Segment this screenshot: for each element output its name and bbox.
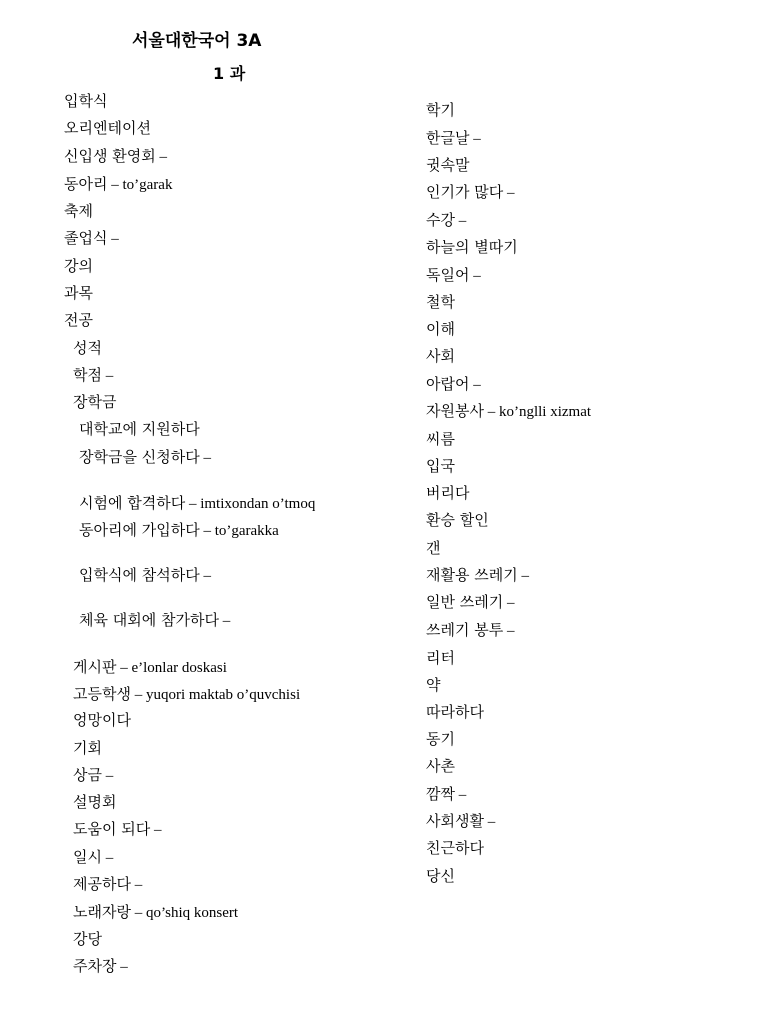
korean-term: 하늘의 별따기 <box>426 238 518 256</box>
dash-separator: – <box>130 687 146 703</box>
korean-term: 리터 <box>426 649 455 667</box>
dash-separator: – <box>218 613 231 629</box>
vocab-item <box>64 146 167 167</box>
vocab-item <box>426 374 481 395</box>
vocab-item <box>426 483 469 503</box>
korean-term: 자원봉사 <box>426 402 484 420</box>
korean-term: 입학식 <box>64 92 108 110</box>
dash-separator: – <box>116 660 132 676</box>
vocab-item <box>64 118 151 138</box>
korean-term: 게시판 <box>73 658 117 676</box>
vocab-item <box>64 283 93 303</box>
vocab-item <box>73 792 116 812</box>
vocab-item <box>426 784 466 805</box>
korean-term: 도움이 되다 <box>73 820 151 838</box>
vocab-item <box>64 310 93 330</box>
vocab-item <box>426 866 455 886</box>
korean-term: 시험에 합격하다 <box>79 494 186 512</box>
vocab-item <box>426 210 466 231</box>
dash-separator: – <box>469 131 481 147</box>
vocab-item <box>426 100 455 120</box>
korean-term: 갠 <box>426 539 441 557</box>
korean-term: 상금 <box>73 766 102 784</box>
korean-term: 장학금을 신청하다 <box>79 448 200 466</box>
dash-separator: – <box>130 877 143 893</box>
vocab-item <box>426 538 441 558</box>
vocab-item <box>426 702 484 722</box>
vocab-item <box>64 228 119 249</box>
vocab-item <box>79 520 279 541</box>
dash-separator: – <box>101 850 114 866</box>
korean-term: 졸업식 <box>64 229 108 247</box>
vocab-item <box>426 401 591 422</box>
korean-term: 버리다 <box>426 484 470 502</box>
vocab-item <box>73 338 102 358</box>
vocab-item <box>79 447 211 468</box>
korean-term: 고등학생 <box>73 685 131 703</box>
korean-term: 깜짝 <box>426 785 455 803</box>
uzbek-translation: to’garak <box>122 177 173 193</box>
korean-term: 강당 <box>73 930 102 948</box>
korean-term: 인기가 많다 <box>426 183 504 201</box>
korean-term: 신입생 환영회 <box>64 147 156 165</box>
korean-term: 기회 <box>73 739 102 757</box>
dash-separator: – <box>107 231 119 247</box>
lesson-title: 1 과 <box>213 64 246 83</box>
dash-separator: – <box>199 523 215 539</box>
vocab-item <box>426 729 455 749</box>
dash-separator: – <box>517 568 529 584</box>
vocab-item <box>79 493 315 514</box>
vocab-item <box>426 182 514 203</box>
vocab-item <box>426 155 469 175</box>
korean-term: 제공하다 <box>73 875 131 893</box>
vocab-item <box>79 565 211 586</box>
dash-separator: – <box>483 814 496 830</box>
dash-separator: – <box>101 768 114 784</box>
korean-term: 과목 <box>64 284 93 302</box>
korean-term: 성적 <box>73 339 102 357</box>
korean-term: 이해 <box>426 320 455 338</box>
korean-term: 재활용 쓰레기 <box>426 566 518 584</box>
korean-term: 설명회 <box>73 793 117 811</box>
korean-term: 노래자랑 <box>73 903 131 921</box>
korean-term: 전공 <box>64 311 93 329</box>
dash-separator: – <box>107 177 123 193</box>
vocab-item <box>426 292 455 312</box>
korean-term: 사촌 <box>426 757 455 775</box>
uzbek-translation: qo’shiq konsert <box>145 905 239 921</box>
vocab-item <box>73 874 142 895</box>
vocab-item <box>73 765 113 786</box>
korean-term: 아랍어 <box>426 375 470 393</box>
vocab-item <box>64 174 172 195</box>
page-title: 서울대한국어 3A <box>132 31 262 51</box>
uzbek-translation: yuqori maktab o’quvchisi <box>145 687 301 703</box>
dash-separator: – <box>483 404 499 420</box>
vocab-item <box>73 929 102 949</box>
korean-term: 학점 <box>73 366 102 384</box>
uzbek-translation: e’lonlar doskasi <box>131 660 227 676</box>
vocab-item <box>426 128 481 149</box>
vocab-item <box>426 838 484 858</box>
vocab-item <box>64 256 93 276</box>
dash-separator: – <box>155 149 167 165</box>
korean-term: 동기 <box>426 730 455 748</box>
korean-term: 동아리 <box>64 175 108 193</box>
vocab-item <box>426 456 455 476</box>
korean-term: 환승 할인 <box>426 511 489 529</box>
korean-term: 강의 <box>64 257 93 275</box>
korean-term: 엉망이다 <box>73 711 131 729</box>
dash-separator: – <box>469 268 481 284</box>
vocab-item <box>426 811 495 832</box>
vocab-item <box>73 657 227 678</box>
vocab-item <box>79 610 230 631</box>
korean-term: 일시 <box>73 848 102 866</box>
vocab-item <box>426 565 529 586</box>
vocab-item <box>73 710 131 730</box>
korean-term: 수강 <box>426 211 455 229</box>
dash-separator: – <box>454 213 467 229</box>
vocab-item <box>426 510 489 530</box>
korean-term: 철학 <box>426 293 455 311</box>
vocab-item <box>73 392 116 412</box>
korean-term: 입국 <box>426 457 455 475</box>
vocab-item <box>73 365 113 386</box>
korean-term: 축제 <box>64 202 93 220</box>
korean-term: 체육 대회에 참가하다 <box>79 611 219 629</box>
korean-term: 일반 쓰레기 <box>426 593 504 611</box>
dash-separator: – <box>199 568 211 584</box>
dash-separator: – <box>199 450 211 466</box>
korean-term: 동아리에 가입하다 <box>79 521 200 539</box>
korean-term: 주차장 <box>73 957 117 975</box>
vocab-item <box>426 346 455 366</box>
korean-term: 사회 <box>426 347 455 365</box>
vocab-item <box>426 319 455 339</box>
vocab-item <box>426 648 455 668</box>
vocab-item <box>426 675 441 695</box>
vocab-item <box>426 756 455 776</box>
korean-term: 입학식에 참석하다 <box>79 566 200 584</box>
korean-term: 귓속말 <box>426 156 470 174</box>
korean-term: 사회생활 <box>426 812 484 830</box>
korean-term: 장학금 <box>73 393 117 411</box>
korean-term: 당신 <box>426 867 455 885</box>
uzbek-translation: imtixondan o’tmoq <box>200 496 316 512</box>
dash-separator: – <box>503 595 515 611</box>
vocab-item <box>73 902 238 923</box>
korean-term: 한글날 <box>426 129 470 147</box>
vocab-item <box>426 592 514 613</box>
korean-term: 약 <box>426 676 441 694</box>
vocab-item <box>73 738 102 758</box>
dash-separator: – <box>469 377 481 393</box>
dash-separator: – <box>454 787 467 803</box>
dash-separator: – <box>101 368 114 384</box>
vocab-item <box>426 620 514 641</box>
dash-separator: – <box>116 959 128 975</box>
korean-term: 친근하다 <box>426 839 484 857</box>
vocab-item <box>426 237 518 257</box>
vocab-item <box>64 201 93 221</box>
vocab-item <box>79 419 200 439</box>
dash-separator: – <box>130 905 146 921</box>
korean-term: 학기 <box>426 101 455 119</box>
korean-term: 씨름 <box>426 430 455 448</box>
dash-separator: – <box>185 496 201 512</box>
uzbek-translation: to’garakka <box>214 523 279 539</box>
uzbek-translation: ko’nglli xizmat <box>498 404 592 420</box>
vocab-item <box>73 684 300 705</box>
korean-term: 쓰레기 봉투 <box>426 621 504 639</box>
vocab-item <box>64 91 107 111</box>
vocab-item <box>426 429 455 449</box>
dash-separator: – <box>503 623 515 639</box>
korean-term: 독일어 <box>426 266 470 284</box>
vocab-item <box>73 847 113 868</box>
vocab-item <box>73 819 161 840</box>
korean-term: 따라하다 <box>426 703 484 721</box>
korean-term: 대학교에 지원하다 <box>79 420 200 438</box>
dash-separator: – <box>503 185 515 201</box>
korean-term: 오리엔테이션 <box>64 119 151 137</box>
vocab-item <box>426 265 481 286</box>
dash-separator: – <box>150 822 162 838</box>
vocab-item <box>73 956 128 977</box>
